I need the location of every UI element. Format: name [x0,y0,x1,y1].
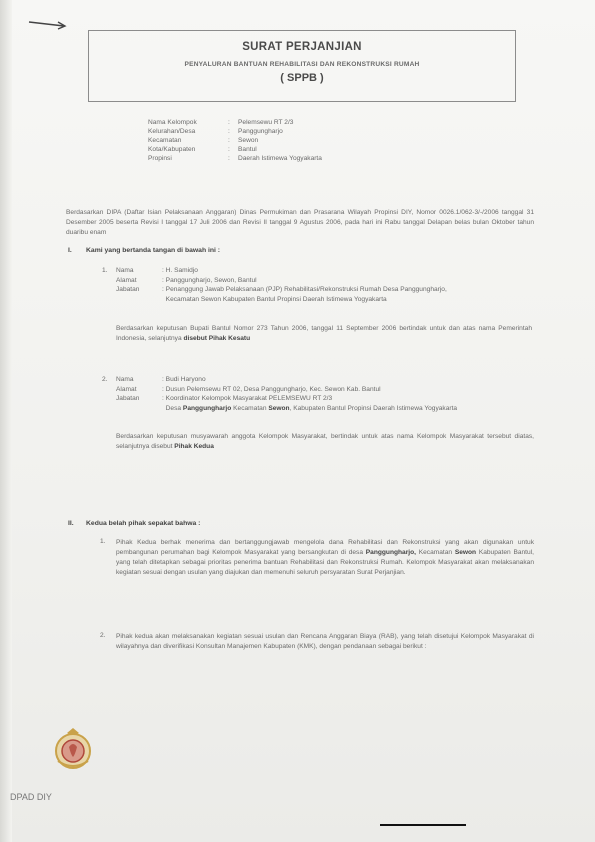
clause-2-number: 2. [100,632,106,639]
party-1-address: Panggungharjo, Sewon, Bantul [165,276,257,284]
party-1-number: 1. [102,267,108,274]
party-2-basis: Berdasarkan keputusan musyawarah anggota Kelompok Masyarakat, bertindak untuk atas nama Kelompok Masyarakat tersebut diatas, selanjutnya disebut Pihak Kedua [116,433,534,450]
clause-1: Pihak Kedua berhak menerima dan bertanggungjawab mengelola dana Rehabilitasi dan Rekonstruksi yang akan digunakan untuk pembangunan perumahan bagi Kelompok Masyarakat yang bersangkutan di desa Panggungharjo, Kecamatan Sewon Kabupaten Bantul, yang telah ditetapkan sebagai prioritas penerima bantuan Rehabilitasi dan Rekonstruksi Rumah. Kelompok Masyarakat akan melaksanakan kegiatan sesuai dengan usulan yang diajukan dan memenuhi seluruh persyaratan Surat Perjanjian. [116,539,534,576]
party-1-position: Penanggung Jawab Pelaksanaan (PJP) Rehabilitasi/Rekonstruksi Rumah Desa Panggungharjo, Kecamatan Sewon Kabupaten Bantul Propinsi Daerah Istimewa Yogyakarta [165,286,447,303]
document-subtitle: PENYALURAN BANTUAN REHABILITASI DAN REKONSTRUKSI RUMAH [184,61,420,68]
section-2-number: II. [68,520,74,527]
info-label: Kelurahan/Desa [148,128,196,135]
jabatan-label: Jabatan [116,395,140,402]
party-2-address: Dusun Pelemsewu RT 02, Desa Panggungharjo, Kec. Sewon Kab. Bantul [165,385,381,393]
party-1-block: 1. Nama : H. Samidjo Alamat : Panggungharjo, Sewon, Bantul Jabatan : Penanggung Jawab Pelaksanaan (PJP) Rehabilitasi/Rekonstruksi Rumah Desa Panggungharjo, Kecamatan Sewon Kabupaten Bantul Propinsi Daerah Istimewa Yogyakarta [102,266,486,304]
clause-1-number: 1. [100,538,106,545]
nama-label: Nama [116,376,134,383]
info-row: Propinsi : Daerah Istimewa Yogyakarta [148,155,322,162]
info-row: Nama Kelompok : Pelemsewu RT 2/3 [148,119,294,126]
party-1-basis: Berdasarkan keputusan Bupati Bantul Nomor 273 Tahun 2006, tanggal 11 September 2006 bertindak untuk dan atas nama Pemerintah Indonesia, selanjutnya disebut Pihak Kesatu [116,325,532,342]
bottom-rule [380,824,466,826]
party-2-name: Budi Haryono [165,376,206,383]
info-value: Sewon [238,137,259,144]
info-label: Kota/Kabupaten [148,146,196,153]
title-box [88,30,516,102]
page-edge-shadow [0,0,12,842]
party-2-position: Koordinator Kelompok Masyarakat PELEMSEWU RT 2/3 Desa Panggungharjo Kecamatan Sewon, Kabupaten Bantul Propinsi Daerah Istimewa Yogyakarta [165,395,458,412]
info-label: Propinsi [148,155,172,162]
info-label: Nama Kelompok [148,119,197,126]
section-1-number: I. [68,247,72,254]
party-2-block: 2. Nama : Budi Haryono Alamat : Dusun Pelemsewu RT 02, Desa Panggungharjo, Kec. Sewon Kab. Bantul Jabatan : Koordinator Kelompok Masyarakat PELEMSEWU RT 2/3 Desa Panggungharjo Kecamatan Sewon, Kabupaten Bantul Propinsi Daerah Istimewa Yogyakarta [102,375,526,413]
jabatan-label: Jabatan [116,286,140,293]
info-value: Daerah Istimewa Yogyakarta [238,155,322,162]
intro-paragraph: Berdasarkan DIPA (Daftar Isian Pelaksanaan Anggaran) Dinas Permukiman dan Prasarana Wilayah Propinsi DIY, Nomor 0026.1/062-3/-/2006 tanggal 31 Desember 2005 beserta Revisi I tanggal 17 Juli 2006 dan Revisi II tanggal 9 Agustus 2006, pada hari ini Rabu tanggal Delapan belas bulan Oktober tahun duaribu enam [66,209,534,236]
info-row: Kecamatan : Sewon [148,137,259,144]
info-label: Kecamatan [148,137,182,144]
info-row: Kelurahan/Desa : Panggungharjo [148,128,283,135]
nama-label: Nama [116,267,134,274]
watermark-text: DPAD DIY [10,792,52,802]
pen-mark-icon [28,18,68,30]
info-value: Pelemsewu RT 2/3 [238,119,294,126]
alamat-label: Alamat [116,385,137,393]
info-row: Kota/Kabupaten : Bantul [148,146,257,153]
group-info [148,118,322,163]
info-value: Panggungharjo [238,128,283,135]
section-1-heading: Kami yang bertanda tangan di bawah ini : [86,247,221,254]
section-2-heading: Kedua belah pihak sepakat bahwa : [86,520,201,527]
document-title: SURAT PERJANJIAN [242,41,362,53]
government-seal-icon [50,727,96,773]
alamat-label: Alamat [116,276,137,284]
document-code: ( SPPB ) [280,72,324,84]
info-value: Bantul [238,146,257,153]
party-1-name: H. Samidjo [165,267,198,274]
party-2-number: 2. [102,376,108,383]
clause-2: Pihak kedua akan melaksanakan kegiatan sesuai usulan dan Rencana Anggaran Biaya (RAB), yang telah disetujui Kelompok Masyarakat di wilayahnya dan diverifikasi Konsultan Manajemen Kabupaten (KMK), dengan pendanaan sebagai berikut : [116,633,534,650]
